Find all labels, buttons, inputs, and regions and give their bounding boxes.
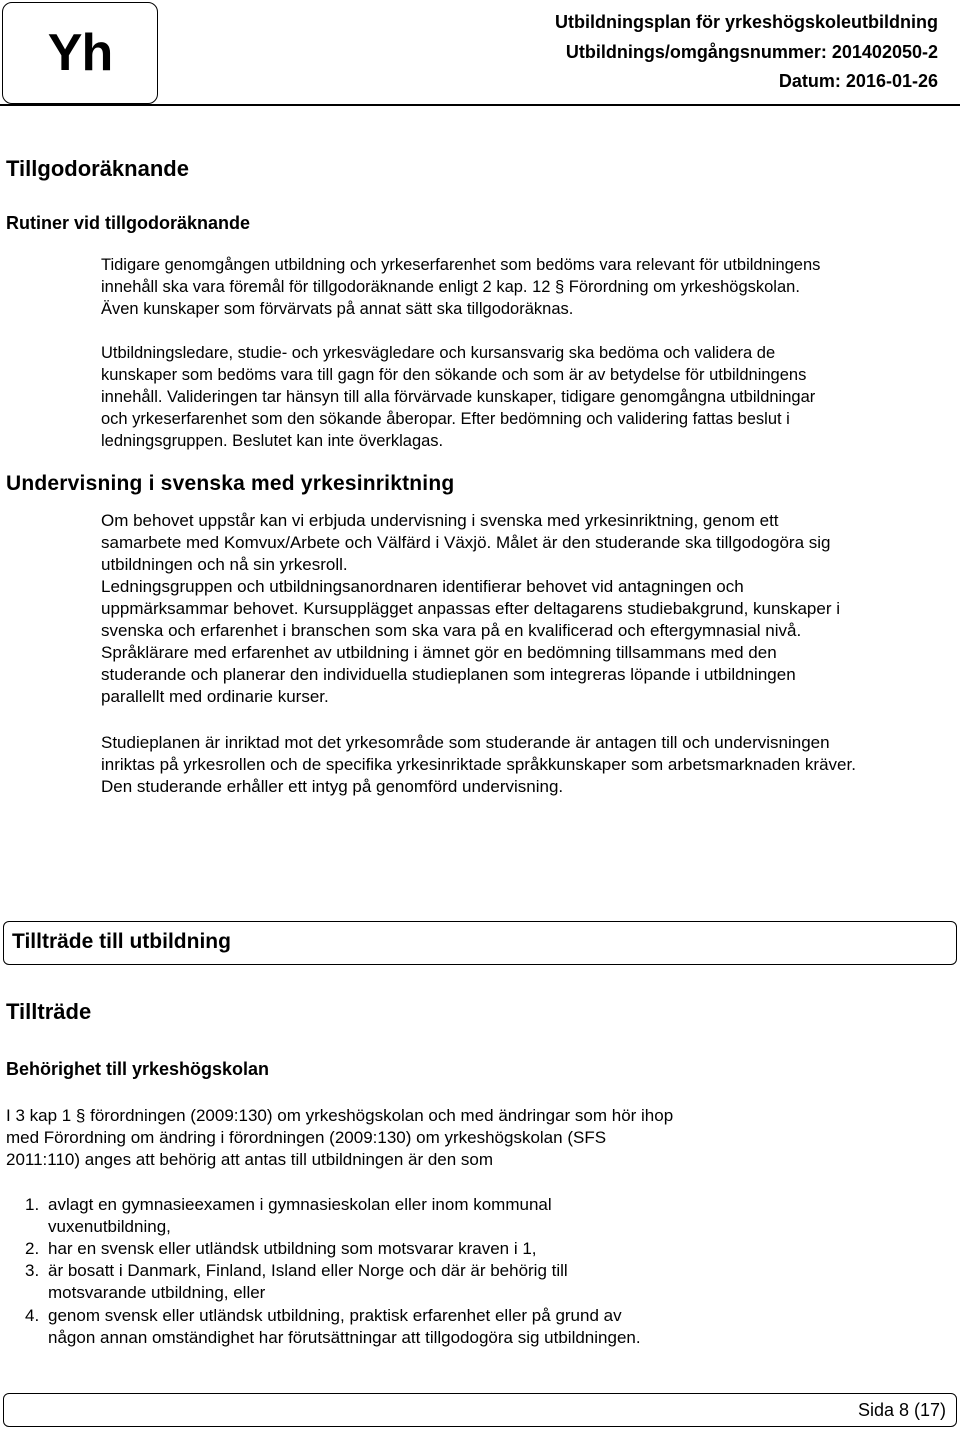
paragraph-behorighet-intro: I 3 kap 1 § förordningen (2009:130) om yrkeshögskolan och med ändringar som hör ihop med Förordning om ändring i förordningen (2009:130) om yrkeshögskolan (SFS 2011:110) anges att behörig att antas till utbildningen är den som [6, 1106, 674, 1169]
paragraph-studieplan: Studieplanen är inriktad mot det yrkesområde som studerande är antagen till och undervisningen inriktas på yrkesrollen och de specifika yrkesinriktade språkkunskaper som arbetsmarknaden kräver. Den studerande erhåller ett intyg på genomförd undervisning. [101, 733, 856, 796]
list-number-2: 2. [25, 1239, 40, 1258]
section-title-tilltrade: Tillträde till utbildning [12, 930, 231, 953]
paragraph-tidigare-utbildning: Tidigare genomgången utbildning och yrkeserfarenhet som bedöms vara relevant för utbildningens innehåll ska vara föremål för tillgodoräknande enligt 2 kap. 12 § Förordning om yrkeshögskolan. Även kunskaper som förvärvats på annat sätt ska tillgodoräknas. [101, 256, 821, 318]
header-divider [0, 104, 960, 106]
subheading-rutiner: Rutiner vid tillgodoräknande [6, 213, 251, 233]
heading-undervisning-svenska: Undervisning i svenska med yrkesinriktning [6, 472, 455, 495]
page-number: Sida 8 (17) [857, 1400, 946, 1420]
paragraph-undervisning-behov: Om behovet uppstår kan vi erbjuda undervisning i svenska med yrkesinriktning, genom ett samarbete med Komvux/Arbete och Välfärd i Växjö. Målet är den studerande ska tillgodogöra sig utbildningen och nå sin yrkesroll. Ledningsgruppen och utbildningsanordnaren identifierar behovet vid antagningen och uppmärksammar behovet. Kursupplägget anpassas efter deltagarens studiebakgrund, kunskaper i svenska och erfarenhet i branschen som ska vara på en kvalificerad och eftergymnasial nivå. Språklärare med erfarenhet av utbildning i ämnet gör en bedömning tillsammans med den studerande och planerar den individuella studieplanen som integreras löpande i utbildningen parallellt med ordinarie kurser. [101, 511, 840, 706]
list-item-2: har en svensk eller utländsk utbildning som motsvarar kraven i 1, [48, 1239, 537, 1258]
list-item-4: genom svensk eller utländsk utbildning, praktisk erfarenhet eller på grund av någon annan omständighet har förutsättningar att tillgodogöra sig utbildningen. [48, 1306, 641, 1347]
program-number: Utbildnings/omgångsnummer: 201402050-2 [565, 42, 938, 62]
document-date: Datum: 2016-01-26 [778, 71, 938, 91]
paragraph-validering: Utbildningsledare, studie- och yrkesvägledare och kursansvarig ska bedöma och validera de kunskaper som bedöms vara till gagn för den sökande och som är av betydelse för utbildningens innehåll. Valideringen tar hänsyn till alla förvärvade kunskaper, tidigare genomgångna utbildningar och yrkeserfarenhet som den sökande åberopar. Efter bedömning och validering fattas beslut i ledningsgruppen. Beslutet kan inte överklagas. [101, 344, 816, 450]
document-title: Utbildningsplan för yrkeshögskoleutbildning [554, 12, 938, 32]
logo-text: Yh [47, 24, 113, 82]
footer-box [3, 1393, 957, 1427]
heading-tilltrade: Tillträde [6, 999, 92, 1024]
list-item-3: är bosatt i Danmark, Finland, Island eller Norge och där är behörig till motsvarande utbildning, eller [48, 1261, 568, 1302]
subheading-behorighet: Behörighet till yrkeshögskolan [6, 1059, 270, 1079]
list-item-1: avlagt en gymnasieexamen i gymnasieskolan eller inom kommunal vuxenutbildning, [48, 1195, 552, 1236]
logo [2, 2, 158, 104]
list-number-4: 4. [25, 1306, 40, 1325]
heading-tillgodoraknande: Tillgodoräknande [6, 156, 189, 181]
list-number-3: 3. [25, 1261, 40, 1280]
list-number-1: 1. [25, 1195, 40, 1214]
